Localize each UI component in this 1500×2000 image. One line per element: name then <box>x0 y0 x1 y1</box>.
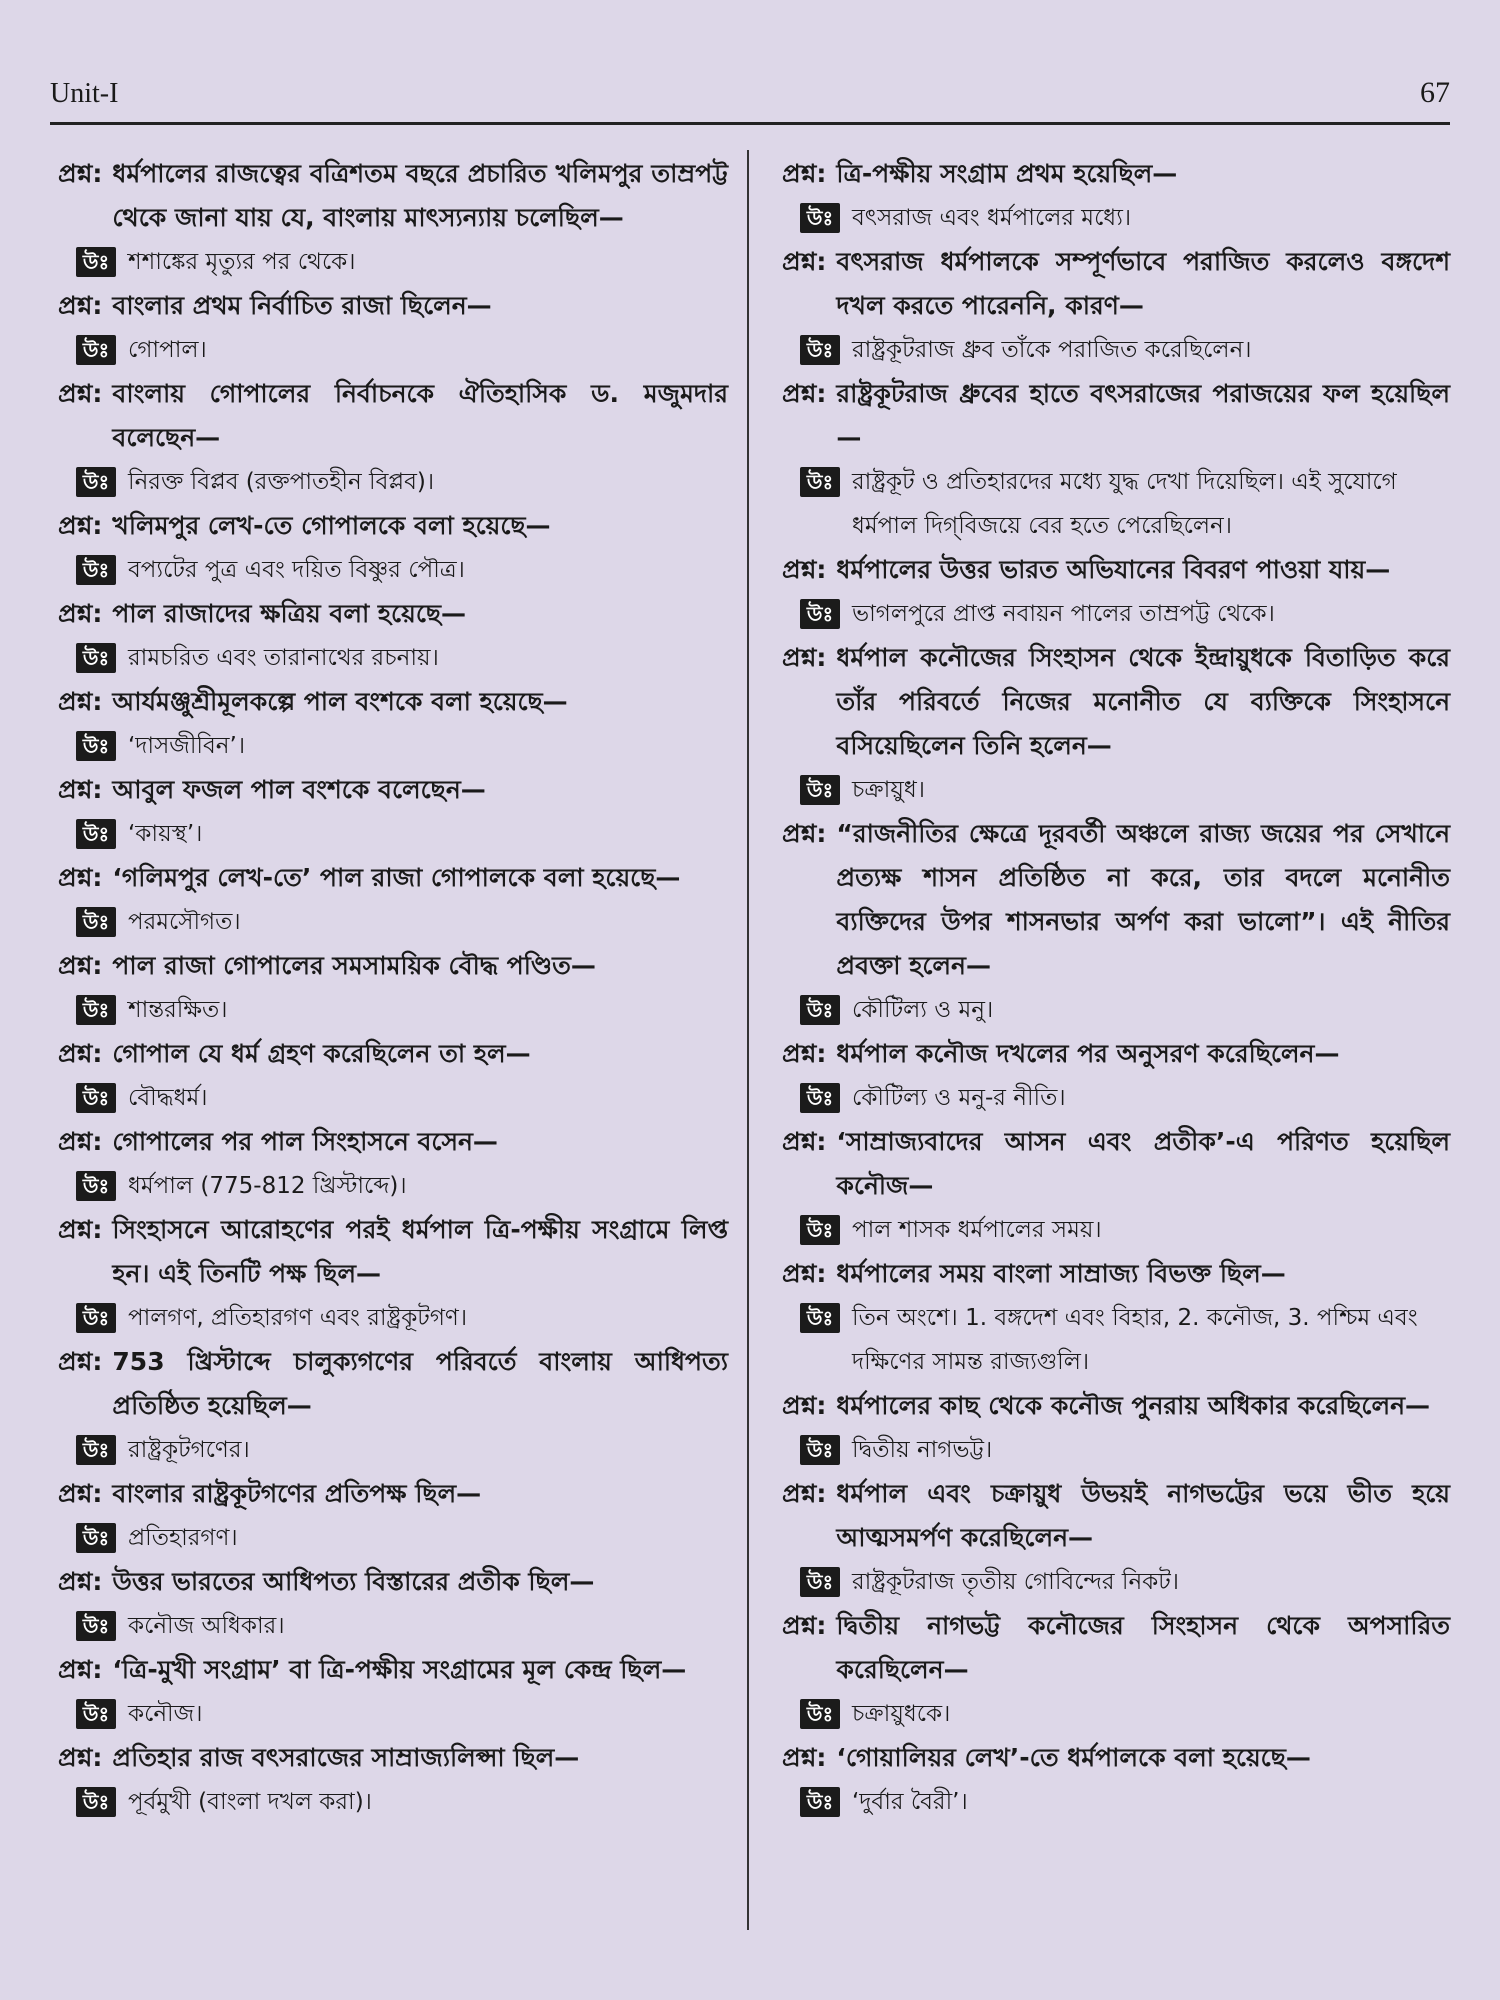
answer-text: রামচরিত এবং তারানাথের রচনায়। <box>128 645 439 671</box>
question-row <box>58 1340 728 1428</box>
question-row <box>782 1252 1450 1296</box>
answer-badge: উঃ <box>76 335 116 365</box>
answer-text: রাষ্ট্রকূটগণের। <box>128 1437 250 1463</box>
answer-row <box>58 460 728 504</box>
question-row <box>58 1120 728 1164</box>
question-text: আর্যমঞ্জুশ্রীমূলকল্পে পাল বংশকে বলা হয়েছে— <box>112 687 568 716</box>
question-label: প্রশ্ন: <box>58 1743 103 1772</box>
answer-badge: উঃ <box>800 1215 840 1245</box>
answer-row <box>782 1208 1450 1252</box>
question-row <box>58 1208 728 1296</box>
answer-text: শান্তরক্ষিত। <box>128 997 228 1023</box>
question-row <box>58 856 728 900</box>
answer-row <box>782 1692 1450 1736</box>
answer-text: ‘কায়স্থ’। <box>128 821 203 847</box>
question-row <box>782 1604 1450 1692</box>
answer-text: রাষ্ট্রকূটরাজ ধ্রুব তাঁকে পরাজিত করেছিলেন। <box>852 337 1252 363</box>
answer-text: পালগণ, প্রতিহারগণ এবং রাষ্ট্রকূটগণ। <box>128 1305 468 1331</box>
answer-row <box>58 240 728 284</box>
question-row <box>58 592 728 636</box>
question-row <box>782 636 1450 768</box>
question-label: প্রশ্ন: <box>58 1347 103 1376</box>
question-label: প্রশ্ন: <box>58 1479 103 1508</box>
qa-item <box>782 152 1450 240</box>
question-row <box>58 680 728 724</box>
unit-label: Unit-I <box>50 78 119 109</box>
question-text: ‘গোয়ালিয়র লেখ’-তে ধর্মপালকে বলা হয়েছে— <box>836 1743 1311 1772</box>
answer-badge: উঃ <box>76 247 116 277</box>
answer-row <box>58 900 728 944</box>
qa-item <box>58 372 728 504</box>
qa-item <box>782 636 1450 812</box>
answer-badge: উঃ <box>76 1083 116 1113</box>
qa-item <box>782 372 1450 548</box>
qa-item <box>58 284 728 372</box>
answer-row <box>58 1164 728 1208</box>
question-label: প্রশ্ন: <box>58 1567 103 1596</box>
question-text: “রাজনীতির ক্ষেত্রে দূরবর্তী অঞ্চলে রাজ্য জয়ের পর সেখানে প্রত্যক্ষ শাসন প্রতিষ্ঠিত না করে, তার বদলে মনোনীত ব্যক্তিদের উপর শাসনভার অর্পণ করা ভালো”। এই নীতির প্রবক্তা হলেন— <box>836 819 1450 980</box>
question-label: প্রশ্ন: <box>58 599 103 628</box>
answer-text: প্রতিহারগণ। <box>128 1525 238 1551</box>
question-row <box>58 372 728 460</box>
answer-row <box>58 724 728 768</box>
qa-item <box>782 1384 1450 1472</box>
answer-row <box>58 1428 728 1472</box>
answer-badge: উঃ <box>800 1699 840 1729</box>
question-text: বাংলার রাষ্ট্রকূটগণের প্রতিপক্ষ ছিল— <box>112 1479 482 1508</box>
answer-row <box>58 548 728 592</box>
question-text: পাল রাজা গোপালের সমসাময়িক বৌদ্ধ পণ্ডিত— <box>112 951 596 980</box>
question-text: ত্রি-পক্ষীয় সংগ্রাম প্রথম হয়েছিল— <box>836 159 1178 188</box>
qa-item <box>782 548 1450 636</box>
answer-text: রাষ্ট্রকূটরাজ তৃতীয় গোবিন্দের নিকট। <box>852 1569 1180 1595</box>
question-text: পাল রাজাদের ক্ষত্রিয় বলা হয়েছে— <box>112 599 467 628</box>
question-text: বৎসরাজ ধর্মপালকে সম্পূর্ণভাবে পরাজিত করলেও বঙ্গদেশ দখল করতে পারেননি, কারণ— <box>836 247 1450 320</box>
question-row <box>58 504 728 548</box>
question-row <box>782 1472 1450 1560</box>
answer-row <box>58 328 728 372</box>
answer-badge: উঃ <box>76 1303 116 1333</box>
qa-item <box>58 856 728 944</box>
answer-badge: উঃ <box>800 335 840 365</box>
answer-badge: উঃ <box>800 1787 840 1817</box>
answer-text: ‘দাসজীবিন’। <box>128 733 246 759</box>
question-row <box>782 372 1450 460</box>
qa-item <box>782 240 1450 372</box>
question-row <box>58 152 728 240</box>
qa-item <box>58 944 728 1032</box>
question-label: প্রশ্ন: <box>782 159 827 188</box>
answer-badge: উঃ <box>800 467 840 497</box>
question-label: প্রশ্ন: <box>58 951 103 980</box>
answer-row <box>782 1780 1450 1824</box>
answer-row <box>58 812 728 856</box>
question-label: প্রশ্ন: <box>58 511 103 540</box>
answer-text: তিন অংশে। 1. বঙ্গদেশ এবং বিহার, 2. কনৌজ, 3. পশ্চিম এবং দক্ষিণের সামন্ত রাজ্যগুলি। <box>852 1305 1418 1375</box>
answer-row <box>782 768 1450 812</box>
question-label: প্রশ্ন: <box>782 379 827 408</box>
question-text: ধর্মপালের উত্তর ভারত অভিযানের বিবরণ পাওয়া যায়— <box>836 555 1391 584</box>
qa-item <box>58 1472 728 1560</box>
answer-row <box>58 1604 728 1648</box>
qa-item <box>782 1252 1450 1384</box>
qa-item <box>58 1208 728 1340</box>
answer-text: কনৌজ। <box>128 1701 203 1727</box>
answer-row <box>782 460 1450 548</box>
question-label: প্রশ্ন: <box>782 1479 827 1508</box>
answer-row <box>782 592 1450 636</box>
answer-row <box>782 988 1450 1032</box>
question-text: ধর্মপালের কাছ থেকে কনৌজ পুনরায় অধিকার করেছিলেন— <box>836 1391 1431 1420</box>
question-row <box>782 1032 1450 1076</box>
qa-item <box>58 1560 728 1648</box>
answer-text: কৌটিল্য ও মনু-র নীতি। <box>852 1085 1066 1111</box>
question-row <box>58 284 728 328</box>
answer-badge: উঃ <box>76 1611 116 1641</box>
answer-badge: উঃ <box>800 1435 840 1465</box>
answer-text: গোপাল। <box>128 337 207 363</box>
answer-badge: উঃ <box>76 643 116 673</box>
question-row <box>58 1472 728 1516</box>
qa-item <box>58 1032 728 1120</box>
answer-row <box>782 1296 1450 1384</box>
qa-item <box>782 1736 1450 1824</box>
qa-item <box>782 1604 1450 1736</box>
qa-item <box>782 1472 1450 1604</box>
qa-item <box>782 812 1450 1032</box>
answer-row <box>782 328 1450 372</box>
question-label: প্রশ্ন: <box>58 291 103 320</box>
qa-item <box>58 768 728 856</box>
question-row <box>782 240 1450 328</box>
qa-item <box>58 152 728 284</box>
column-divider <box>747 150 749 1930</box>
answer-row <box>58 1296 728 1340</box>
answer-text: ‘দুর্বার বৈরী’। <box>852 1789 968 1815</box>
question-label: প্রশ্ন: <box>782 1743 827 1772</box>
question-row <box>58 768 728 812</box>
qa-item <box>58 1648 728 1736</box>
question-text: গোপাল যে ধর্ম গ্রহণ করেছিলেন তা হল— <box>112 1039 531 1068</box>
answer-row <box>782 1428 1450 1472</box>
answer-text: বৎসরাজ এবং ধর্মপালের মধ্যে। <box>852 205 1132 231</box>
question-row <box>782 548 1450 592</box>
question-row <box>58 1648 728 1692</box>
question-label: প্রশ্ন: <box>58 379 103 408</box>
answer-text: রাষ্ট্রকূট ও প্রতিহারদের মধ্যে যুদ্ধ দেখা দিয়েছিল। এই সুযোগে ধর্মপাল দিগ্‌বিজয়ে বের হতে পেরেছিলেন। <box>852 469 1397 539</box>
question-row <box>58 944 728 988</box>
page-number: 67 <box>1420 76 1450 109</box>
answer-badge: উঃ <box>76 1171 116 1201</box>
question-label: প্রশ্ন: <box>58 863 103 892</box>
question-row <box>782 1384 1450 1428</box>
answer-row <box>58 988 728 1032</box>
question-label: প্রশ্ন: <box>782 819 827 848</box>
question-text: ধর্মপালের সময় বাংলা সাম্রাজ্য বিভক্ত ছিল— <box>836 1259 1286 1288</box>
question-label: প্রশ্ন: <box>782 1039 827 1068</box>
question-text: খলিমপুর লেখ-তে গোপালকে বলা হয়েছে— <box>112 511 551 540</box>
answer-row <box>782 1076 1450 1120</box>
question-row <box>782 152 1450 196</box>
left-column <box>58 152 728 1824</box>
question-text: উত্তর ভারতের আধিপত্য বিস্তারের প্রতীক ছিল— <box>112 1567 595 1596</box>
question-row <box>782 1736 1450 1780</box>
answer-badge: উঃ <box>800 1083 840 1113</box>
answer-text: চক্রায়ুধ। <box>852 777 925 803</box>
question-text: দ্বিতীয় নাগভট্ট কনৌজের সিংহাসন থেকে অপসারিত করেছিলেন— <box>836 1611 1450 1684</box>
question-text: ধর্মপাল এবং চক্রায়ুধ উভয়ই নাগভট্টের ভয়ে ভীত হয়ে আত্মসমর্পণ করেছিলেন— <box>836 1479 1450 1552</box>
question-label: প্রশ্ন: <box>58 1127 103 1156</box>
answer-badge: উঃ <box>76 1435 116 1465</box>
answer-text: নিরক্ত বিপ্লব (রক্তপাতহীন বিপ্লব)। <box>128 469 435 495</box>
question-text: রাষ্ট্রকূটরাজ ধ্রুবের হাতে বৎসরাজের পরাজয়ের ফল হয়েছিল— <box>836 379 1450 452</box>
answer-badge: উঃ <box>76 467 116 497</box>
answer-text: বৌদ্ধধর্ম। <box>128 1085 208 1111</box>
answer-text: শশাঙ্কের মৃত্যুর পর থেকে। <box>128 249 356 275</box>
answer-badge: উঃ <box>76 995 116 1025</box>
answer-badge: উঃ <box>800 1567 840 1597</box>
question-row <box>58 1560 728 1604</box>
question-label: প্রশ্ন: <box>782 555 827 584</box>
question-label: প্রশ্ন: <box>782 1611 827 1640</box>
question-row <box>58 1736 728 1780</box>
qa-item <box>58 592 728 680</box>
answer-badge: উঃ <box>76 555 116 585</box>
answer-text: পূর্বমুখী (বাংলা দখল করা)। <box>128 1789 372 1815</box>
answer-text: ভাগলপুরে প্রাপ্ত নবায়ন পালের তাম্রপট্ট থেকে। <box>852 601 1275 627</box>
question-label: প্রশ্ন: <box>58 1655 103 1684</box>
question-text: ধর্মপাল কনৌজ দখলের পর অনুসরণ করেছিলেন— <box>836 1039 1340 1068</box>
question-text: ‘গলিমপুর লেখ-তে’ পাল রাজা গোপালকে বলা হয়েছে— <box>112 863 681 892</box>
question-label: প্রশ্ন: <box>782 1127 827 1156</box>
qa-item <box>58 1736 728 1824</box>
question-label: প্রশ্ন: <box>782 247 827 276</box>
question-label: প্রশ্ন: <box>58 775 103 804</box>
answer-row <box>58 1516 728 1560</box>
question-label: প্রশ্ন: <box>58 159 103 188</box>
answer-row <box>782 1560 1450 1604</box>
answer-badge: উঃ <box>800 203 840 233</box>
answer-badge: উঃ <box>76 819 116 849</box>
question-row <box>782 812 1450 988</box>
qa-item <box>782 1032 1450 1120</box>
qa-item <box>58 1120 728 1208</box>
question-label: প্রশ্ন: <box>782 643 827 672</box>
question-text: প্রতিহার রাজ বৎসরাজের সাম্রাজ্যলিপ্সা ছিল— <box>112 1743 580 1772</box>
answer-badge: উঃ <box>800 995 840 1025</box>
answer-row <box>58 1692 728 1736</box>
question-text: 753 খ্রিস্টাব্দে চালুক্যগণের পরিবর্তে বাংলায় আধিপত্য প্রতিষ্ঠিত হয়েছিল— <box>112 1347 728 1420</box>
answer-badge: উঃ <box>800 599 840 629</box>
answer-badge: উঃ <box>800 775 840 805</box>
question-label: প্রশ্ন: <box>58 687 103 716</box>
answer-badge: উঃ <box>76 907 116 937</box>
answer-text: পাল শাসক ধর্মপালের সময়। <box>852 1217 1102 1243</box>
question-text: আবুল ফজল পাল বংশকে বলেছেন— <box>112 775 486 804</box>
answer-row <box>58 1076 728 1120</box>
answer-text: কনৌজ অধিকার। <box>128 1613 285 1639</box>
question-text: ধর্মপাল কনৌজের সিংহাসন থেকে ইন্দ্রায়ুধকে বিতাড়িত করে তাঁর পরিবর্তে নিজের মনোনীত যে ব্যক্তিকে সিংহাসনে বসিয়েছিলেন তিনি হলেন— <box>836 643 1450 760</box>
qa-item <box>782 1120 1450 1252</box>
question-label: প্রশ্ন: <box>782 1391 827 1420</box>
question-text: সিংহাসনে আরোহণের পরই ধর্মপাল ত্রি-পক্ষীয় সংগ্রামে লিপ্ত হন। এই তিনটি পক্ষ ছিল— <box>112 1215 728 1288</box>
qa-item <box>58 680 728 768</box>
answer-row <box>782 196 1450 240</box>
right-column <box>782 152 1450 1824</box>
question-text: ‘সাম্রাজ্যবাদের আসন এবং প্রতীক’-এ পরিণত হয়েছিল কনৌজ— <box>836 1127 1450 1200</box>
page-header <box>50 72 1450 125</box>
question-label: প্রশ্ন: <box>782 1259 827 1288</box>
answer-badge: উঃ <box>76 1787 116 1817</box>
qa-item <box>58 504 728 592</box>
question-text: বাংলায় গোপালের নির্বাচনকে ঐতিহাসিক ড. মজুমদার বলেছেন— <box>112 379 728 452</box>
question-label: প্রশ্ন: <box>58 1215 103 1244</box>
question-row <box>782 1120 1450 1208</box>
question-text: ‘ত্রি-মুখী সংগ্রাম’ বা ত্রি-পক্ষীয় সংগ্রামের মূল কেন্দ্র ছিল— <box>112 1655 687 1684</box>
answer-text: চক্রায়ুধকে। <box>852 1701 951 1727</box>
answer-badge: উঃ <box>800 1303 840 1333</box>
answer-row <box>58 1780 728 1824</box>
answer-badge: উঃ <box>76 1699 116 1729</box>
qa-item <box>58 1340 728 1472</box>
answer-text: কৌটিল্য ও মনু। <box>852 997 994 1023</box>
question-text: বাংলার প্রথম নির্বাচিত রাজা ছিলেন— <box>112 291 492 320</box>
question-text: ধর্মপালের রাজত্বের বত্রিশতম বছরে প্রচারিত খলিমপুর তাম্রপট্ট থেকে জানা যায় যে, বাংলায় মাৎস্যন্যায় চলেছিল— <box>112 159 728 232</box>
question-text: গোপালের পর পাল সিংহাসনে বসেন— <box>112 1127 498 1156</box>
answer-text: বপ্যটের পুত্র এবং দয়িত বিষ্ণুর পৌত্র। <box>128 557 465 583</box>
question-label: প্রশ্ন: <box>58 1039 103 1068</box>
question-row <box>58 1032 728 1076</box>
answer-text: পরমসৌগত। <box>128 909 241 935</box>
answer-text: ধর্মপাল (775-812 খ্রিস্টাব্দে)। <box>128 1173 407 1199</box>
answer-badge: উঃ <box>76 1523 116 1553</box>
answer-text: দ্বিতীয় নাগভট্ট। <box>852 1437 993 1463</box>
answer-row <box>58 636 728 680</box>
answer-badge: উঃ <box>76 731 116 761</box>
